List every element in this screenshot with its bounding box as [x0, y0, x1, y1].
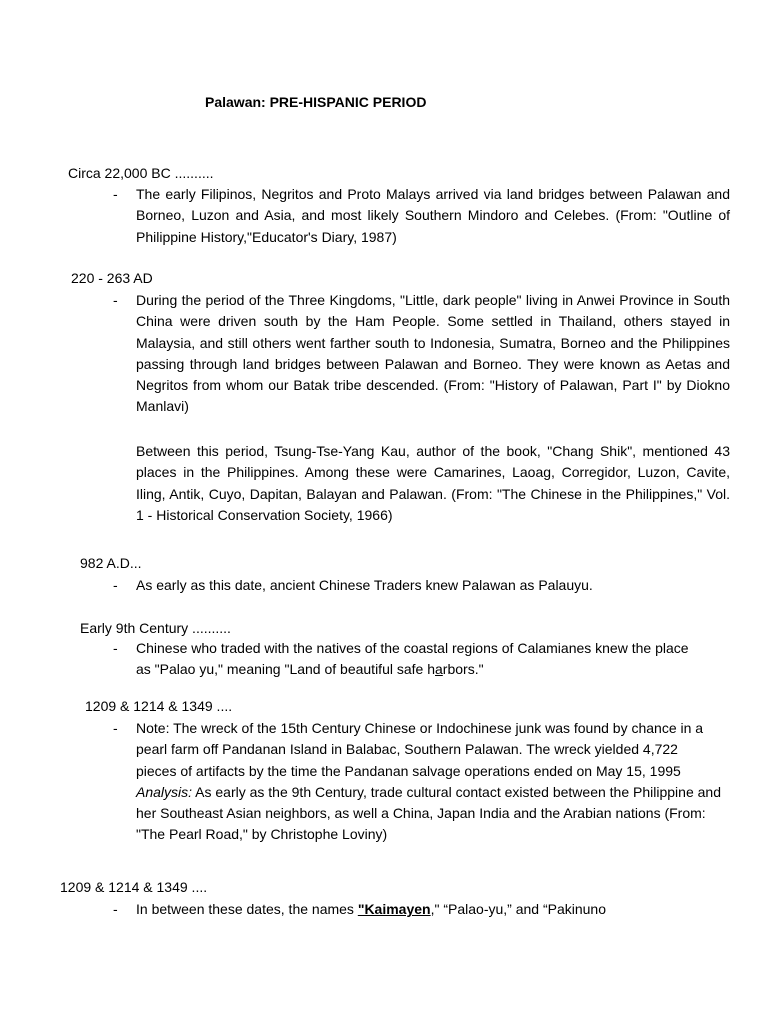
bullet-marker: - [113, 292, 118, 308]
bullet-marker: - [113, 640, 118, 656]
entry-date: 220 - 263 AD [71, 270, 153, 286]
entry-text-part: As early as the 9th Century, trade cultural contact existed between the Philippine and her Southeast Asian neighbors, as well a China, Japan India and the Arabian nations (From: "The Pearl Road," by Christophe Loviny) [136, 783, 721, 843]
entry-text-part: Chinese who traded with the natives of the coastal regions of Calamianes knew the place as "Palao yu," meaning "Land of beautiful safe h [136, 640, 689, 678]
entry-date: 1209 & 1214 & 1349 .... [85, 698, 233, 714]
bullet-marker: - [113, 186, 118, 202]
entry-date: Circa 22,000 BC .......... [68, 165, 214, 181]
bold-underlined-name: "Kaimayen [357, 901, 431, 917]
bullet-marker: - [113, 577, 118, 593]
entry-date: 982 A.D... [80, 555, 142, 571]
entry-text [136, 638, 696, 681]
entry-text: As early as this date, ancient Chinese Traders knew Palawan as Palauyu. [136, 577, 593, 593]
entry-date: Early 9th Century .......... [80, 620, 231, 636]
entry-text-part: ," “Palao-yu,” and “Pakinuno [430, 901, 607, 917]
entry-text-part: rbors." [442, 661, 484, 678]
entry-text [136, 718, 722, 846]
entry-text-part: In between these dates, the names [136, 901, 358, 917]
entry-text: During the period of the Three Kingdoms, "Little, dark people" living in Anwei Province in South China were driven south by the Ham People. Some settled in Thailand, others stayed in Malaysia, and still others went farther south to Indonesia, Sumatra, Borneo and the Philippines passing through land bridges between Palawan and Borneo. They were known as Aetas and Negritos from whom our Batak tribe descended. (From: "History of Palawan, Part I" by Diokno Manlavi) [136, 292, 730, 415]
bullet-marker: - [113, 720, 118, 736]
entry-text [136, 899, 730, 920]
entry-text-continued: Between this period, Tsung-Tse-Yang Kau, author of the book, "Chang Shik", mentioned 43 places in the Philippines. Among these were Camarines, Laoag, Corregidor, Luzon, Cavite, Iling, Antik, Cuyo, Dapitan, Balayan and Palawan. (From: "The Chinese in the Philippines," Vol. 1 - Historical Conservation Society, 1966) [136, 443, 730, 523]
entry-text-part: Note: The wreck of the 15th Century Chinese or Indochinese junk was found by chance in a pearl farm off Pandanan Island in Balabac, Southern Palawan. The wreck yielded 4,722 pieces of artifacts by the time the Pandanan salvage operations ended on May 15, 1995 [136, 720, 704, 779]
underlined-letter: a [435, 661, 443, 678]
analysis-label: Analysis: [136, 783, 193, 800]
page-title: Palawan: PRE-HISPANIC PERIOD [205, 94, 427, 110]
entry-date: 1209 & 1214 & 1349 .... [60, 879, 208, 895]
entry-text: The early Filipinos, Negritos and Proto Malays arrived via land bridges between Palawan and Borneo, Luzon and Asia, and most likely Southern Mindoro and Celebes. (From: "Outline of Philippine History,"Educator's Diary, 1987) [136, 186, 730, 245]
bullet-marker: - [113, 901, 118, 917]
